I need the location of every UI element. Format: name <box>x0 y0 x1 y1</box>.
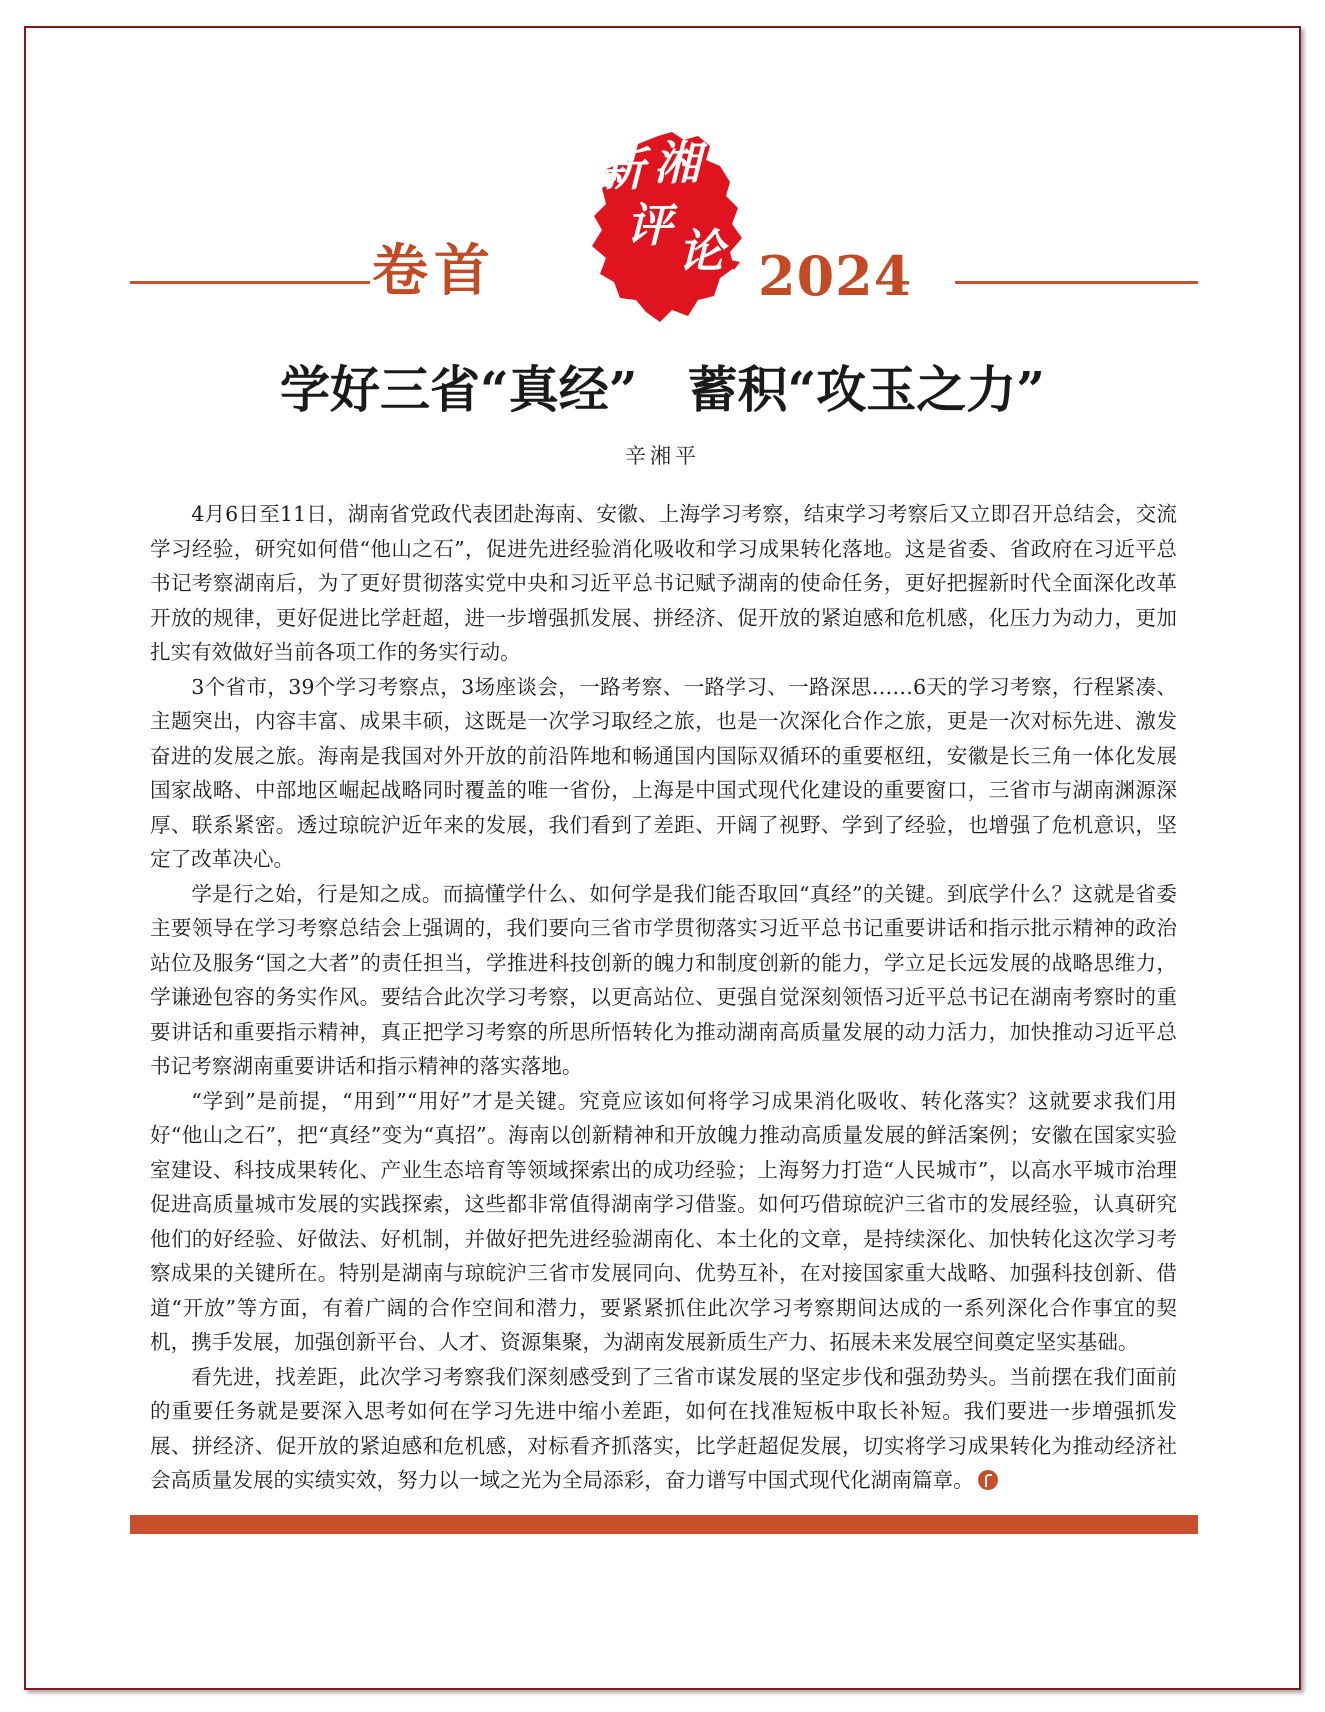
paragraph-text: 看先进，找差距，此次学习考察我们深刻感受到了三省市谋发展的坚定步伐和强劲势头。当前摆在我们面前的重要任务就是要深入思考如何在学习先进中缩小差距，如何在找准短板中取长补短。我们要进一步増强抓发展、拼经济、促开放的紧迫感和危机感，对标看齐抓落实，比学赶超促发展，切实将学习成果转化为推动经济社会高质量发展的实绩实效，努力以一域之光为全局添彩，奋力谱写中国式现代化湖南篇章。 <box>150 1364 1177 1492</box>
article-title: 学好三省“真经” 蓄积“攻玉之力” <box>279 360 1046 419</box>
issue-year: 2024 <box>758 244 913 308</box>
article-author: 辛湘平 <box>625 444 700 468</box>
end-mark-icon <box>978 1470 998 1490</box>
header-rule-left <box>130 281 370 284</box>
paragraph-last <box>150 1360 1177 1498</box>
paragraph: 学是行之始，行是知之成。而搞懂学什么、如何学是我们能否取回“真经”的关键。到底学什么？这就是省委主要领导在学习考察总结会上强调的，我们要向三省市学贯彻落实习近平总书记重要讲话和指示批示精神的政治站位及服务“国之大者”的责任担当，学推进科技创新的魄力和制度创新的能力，学立足长远发展的战略思维力，学谦逊包容的务实作风。要结合此次学习考察，以更高站位、更强自觉深刻领悟习近平总书记在湖南考察时的重要讲话和重要指示精神，真正把学习考察的所思所悟转化为推动湖南高质量发展的动力活力，加快推动习近平总书记考察湖南重要讲话和指示精神的落实落地。 <box>150 881 1177 1078</box>
footer-bar <box>130 1515 1198 1534</box>
paragraph: “学到”是前提，“用到”“用好”才是关键。究竟应该如何将学习成果消化吸收、转化落实？这就要求我们用好“他山之石”，把“真经”变为“真招”。海南以创新精神和开放魄力推动高质量发展的鲜活案例；安徽在国家实验室建设、科技成果转化、产业生态培育等领域探索出的成功经验；上海努力打造“人民城市”，以高水平城市治理促进高质量城市发展的实践探索，这些都非常值得湖南学习借鉴。如何巧借琼皖沪三省市的发展经验，认真研究他们的好经验、好做法、好机制，并做好把先进经验湖南化、本土化的文章，是持续深化、加快转化这次学习考察成果的关键所在。特别是湖南与琼皖沪三省市发展同向、优势互补，在对接国家重大战略、加强科技创新、借道“开放”等方面，有着广阔的合作空间和潜力，要紧紧抓住此次学习考察期间达成的一系列深化合作事宜的契机，携手发展，加强创新平台、人才、资源集聚，为湖南发展新质生产力、拓展未来发展空间奠定坚实基础。 <box>150 1088 1177 1354</box>
section-label: 卷首 <box>372 239 496 304</box>
paragraph: 3个省市，39个学习考察点，3场座谈会，一路考察、一路学习、一路深思……6天的学习考察，行程紧凑、主题突出，内容丰富、成果丰硕，这既是一次学习取经之旅，也是一次深化合作之旅，更是一次对标先进、激发奋进的发展之旅。海南是我国对外开放的前沿阵地和畅通国内国际双循环的重要枢纽，安徽是长三角一体化发展国家战略、中部地区崛起战略同时覆盖的唯一省份，上海是中国式现代化建设的重要窗口，三省市与湖南渊源深厚、联系紧密。透过琼皖沪近年来的发展，我们看到了差距、开阔了视野、学到了经验，也增强了危机意识，坚定了改革决心。 <box>150 674 1177 871</box>
paragraph: 4月6日至11日，湖南省党政代表团赴海南、安徽、上海学习考察，结束学习考察后又立即召开总结会，交流学习经验，研究如何借“他山之石”，促进先进经验消化吸收和学习成果转化落地。这是省委、省政府在习近平总书记考察湖南后，为了更好贯彻落实党中央和习近平总书记赋予湖南的使命任务，更好把握新时代全面深化改革开放的规律，更好促进比学赶超，进一步增强抓发展、拼经济、促开放的紧迫感和危机感，化压力为动力，更加扎实有效做好当前各项工作的务实行动。 <box>150 502 1177 664</box>
masthead <box>0 0 1325 340</box>
header-rule-right <box>955 281 1198 284</box>
xinxiang-review-logo <box>580 130 760 325</box>
article-body <box>150 497 1177 1498</box>
logo-calligraphy: 新 湘 评 论 <box>598 136 724 278</box>
